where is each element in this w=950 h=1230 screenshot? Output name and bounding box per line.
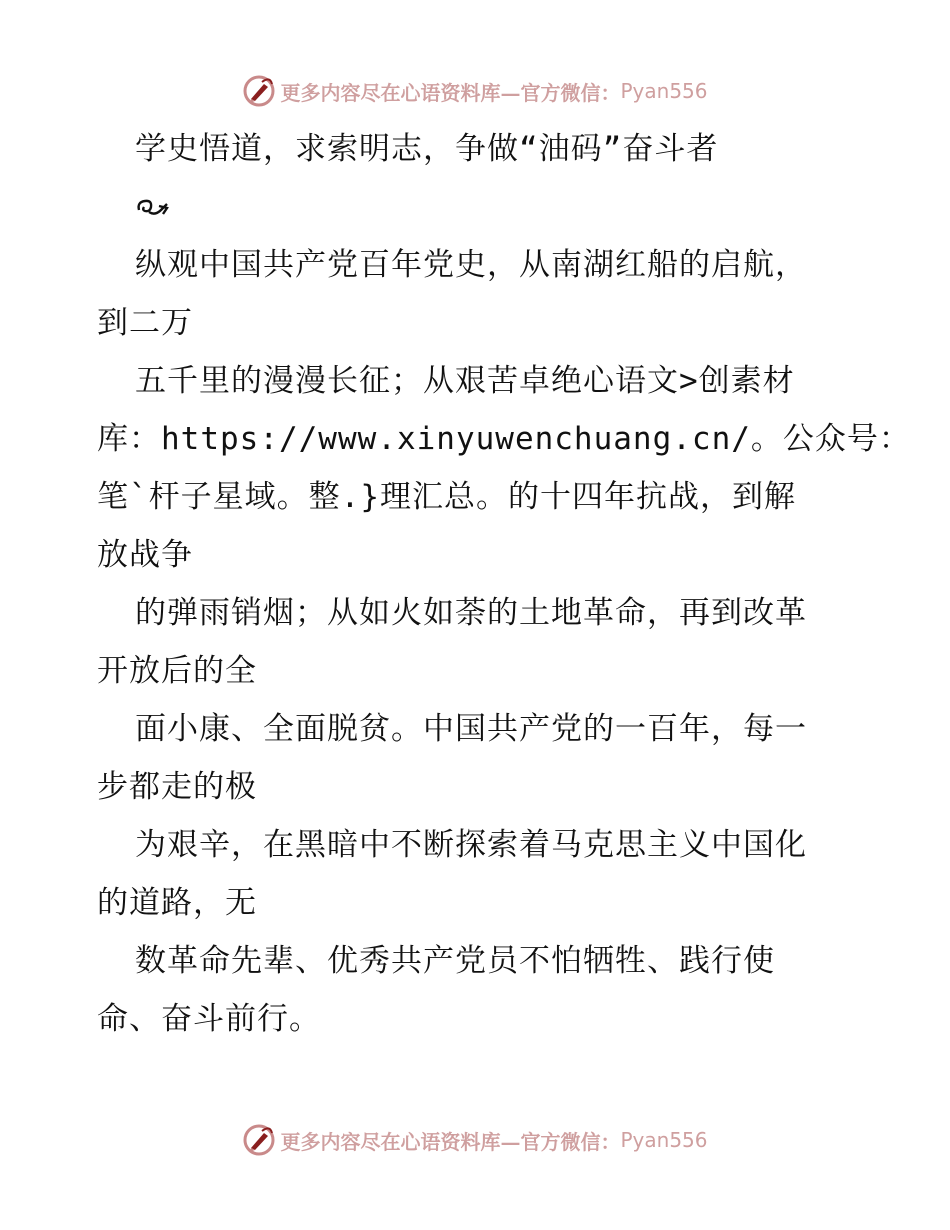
- document-body: [97, 120, 911, 1048]
- paragraph: [97, 236, 911, 1048]
- pen-logo-icon: [242, 1123, 276, 1157]
- text-line: 笔`杆子星域。整.}理汇总。的十四年抗战，到解: [97, 479, 796, 515]
- text-line: 到二万: [97, 305, 193, 341]
- ornament: [97, 178, 867, 236]
- document-title: 学史悟道，求索明志，争做“油码”奋斗者: [135, 131, 719, 167]
- text-line: 面小康、全面脱贫。中国共产党的一百年，每一: [135, 711, 807, 747]
- text-line: 五千里的漫漫长征；从艰苦卓绝心语文>创素材: [135, 363, 795, 399]
- text-line: 纵观中国共产党百年党史，从南湖红船的启航，: [135, 247, 807, 283]
- footer-banner: [0, 1120, 950, 1160]
- text-line: 开放后的全: [97, 653, 257, 689]
- text-line: 的道路，无: [97, 885, 257, 921]
- text-line: 放战争: [97, 537, 193, 573]
- banner-wechat-id: Pyan556: [620, 1128, 708, 1152]
- banner-wechat-label: 官方微信：: [520, 80, 621, 105]
- text-line: 命、奋斗前行。: [97, 1001, 321, 1037]
- header-banner: [0, 71, 950, 111]
- swirl-ornament-icon: [135, 196, 171, 218]
- pen-logo-icon: [242, 74, 276, 108]
- banner-wechat-label: 官方微信：: [520, 1129, 621, 1154]
- text-line: 库：https://www.xinyuwenchuang.cn/。公众号：: [97, 421, 911, 457]
- text-line: 为艰辛，在黑暗中不断探索着马克思主义中国化: [135, 827, 807, 863]
- banner-brand-text: 更多内容尽在心语资料库—: [280, 80, 521, 105]
- text-line: 的弹雨销烟；从如火如荼的土地革命，再到改革: [135, 595, 807, 631]
- banner-wechat-id: Pyan556: [620, 79, 708, 103]
- banner-brand-text: 更多内容尽在心语资料库—: [280, 1129, 521, 1154]
- text-line: 数革命先辈、优秀共产党员不怕牺牲、践行使: [135, 943, 775, 979]
- text-line: 步都走的极: [97, 769, 257, 805]
